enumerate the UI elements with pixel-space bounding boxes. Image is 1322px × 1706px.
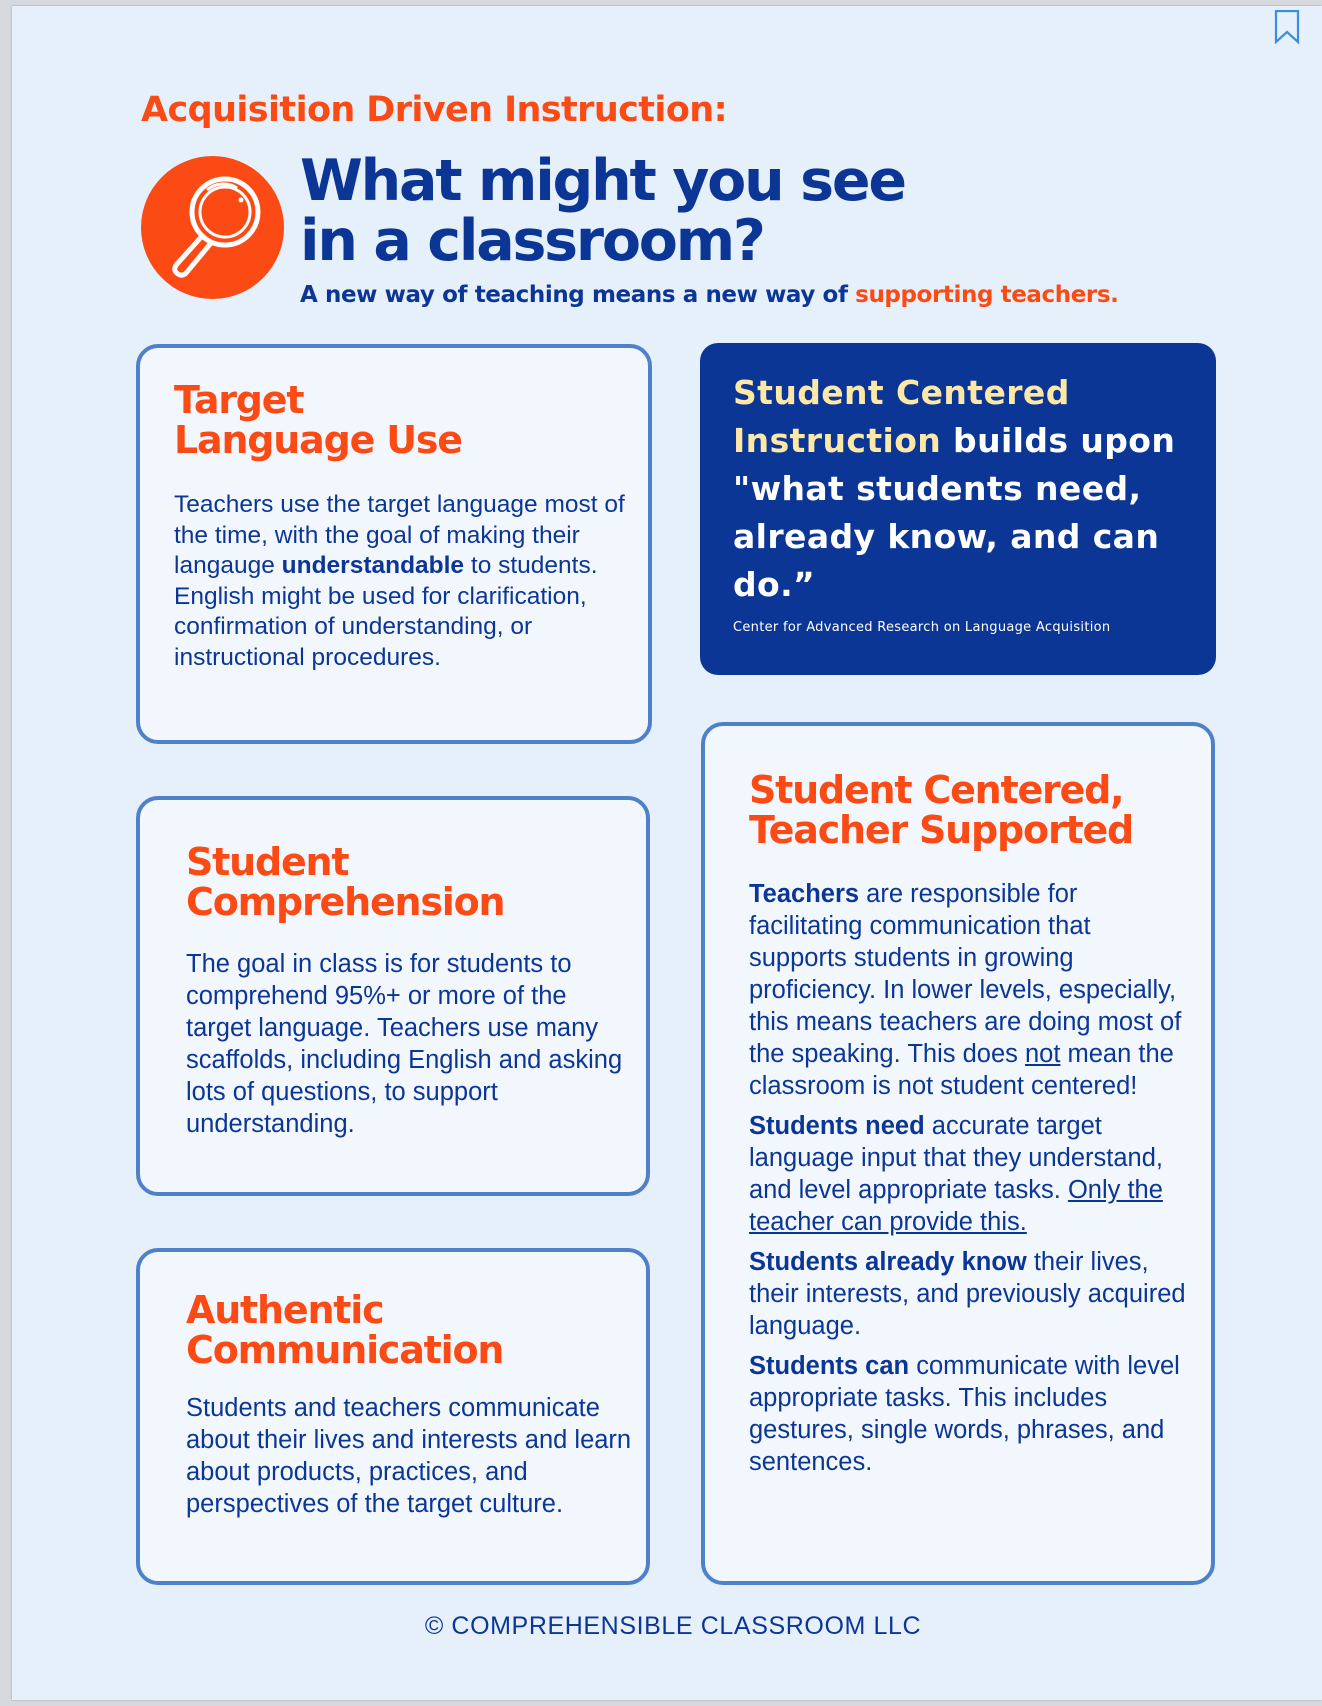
subtitle-accent-text: supporting teachers. — [855, 282, 1119, 308]
card-title-line-2: Communication — [186, 1328, 504, 1372]
quote-rest: builds upon "what students need, already know, and can do.” — [733, 421, 1176, 604]
card-title-line-1: Student Centered, — [749, 768, 1124, 812]
paragraph-text-continued: mean the classroom is not student centered! — [749, 1040, 1174, 1100]
card-title-line-1: Target — [174, 378, 304, 422]
card-title-line-2: Teacher Supported — [749, 808, 1134, 852]
card-title — [174, 380, 462, 460]
bold-lead: Students already know — [749, 1248, 1027, 1276]
card-title — [749, 770, 1133, 850]
subtitle-text: A new way of teaching means a new way of — [300, 282, 856, 308]
card-title-line-1: Authentic — [186, 1288, 384, 1332]
paragraph-text: communicate with level appropriate tasks. This includes gestures, single words, phrases, and sentences. — [749, 1352, 1180, 1476]
card-body: Students and teachers communicate about their lives and interests and learn about products, practices, and perspectives of the target culture. — [186, 1394, 632, 1518]
bookmark-icon[interactable] — [1274, 10, 1300, 44]
paragraph-text: accurate target language input that they understand, and level appropriate tasks. — [749, 1112, 1163, 1204]
card-title — [186, 842, 504, 922]
kicker-heading: Acquisition Driven Instruction: — [141, 90, 727, 130]
page-subtitle — [300, 282, 1119, 308]
card-title-line-2: Language Use — [174, 418, 462, 462]
quote-callout — [700, 343, 1216, 675]
card-body — [749, 878, 1189, 1486]
copyright-footer: © COMPREHENSIBLE CLASSROOM LLC — [424, 1612, 922, 1640]
page-title — [300, 148, 905, 274]
paragraph-students-already-know — [749, 1246, 1189, 1342]
page-title-line-1: What might you see — [300, 148, 905, 214]
bold-lead: Teachers — [749, 880, 860, 908]
paragraph-teachers — [749, 878, 1189, 1102]
underlined-text: Only the teacher can provide this. — [749, 1176, 1163, 1236]
page-title-line-2: in a classroom? — [300, 208, 764, 274]
paragraph-students-can — [749, 1350, 1189, 1478]
document-page — [12, 6, 1322, 1700]
bold-lead: Students can — [749, 1352, 910, 1380]
card-title-line-1: Student — [186, 840, 349, 884]
paragraph-text: their lives, their interests, and previously acquired language. — [749, 1248, 1186, 1340]
card-title — [186, 1290, 503, 1370]
paragraph-students-need — [749, 1110, 1189, 1238]
underlined-text: not — [1024, 1040, 1061, 1068]
card-target-language-use — [136, 344, 652, 744]
magnifying-glass-icon — [141, 156, 284, 299]
paragraph-text: are responsible for facilitating communication that supports students in growing proficiency. In lower levels, especially, this means teachers are doing most of the speaking. This does — [749, 880, 1182, 1068]
quote-text — [733, 369, 1203, 609]
body-text: Teachers use the target language most of the time, with the goal of making their langauge — [174, 491, 625, 579]
card-authentic-communication — [136, 1248, 650, 1585]
card-body — [174, 490, 644, 673]
card-title-line-2: Comprehension — [186, 880, 505, 924]
quote-highlight: Student Centered Instruction — [733, 373, 1070, 460]
card-body: The goal in class is for students to comprehend 95%+ or more of the target language. Teachers use many scaffolds, including English and asking lots of questions, to support understanding. — [186, 950, 623, 1138]
card-student-centered-teacher-supported — [701, 722, 1215, 1585]
bold-lead: Students need — [749, 1112, 925, 1140]
quote-source: Center for Advanced Research on Language Acquisition — [733, 620, 1111, 635]
body-text-continued: to students. English might be used for clarification, confirmation of understanding, or instructional procedures. — [174, 552, 598, 671]
body-bold-text: understandable — [281, 552, 465, 579]
card-student-comprehension — [136, 796, 650, 1196]
